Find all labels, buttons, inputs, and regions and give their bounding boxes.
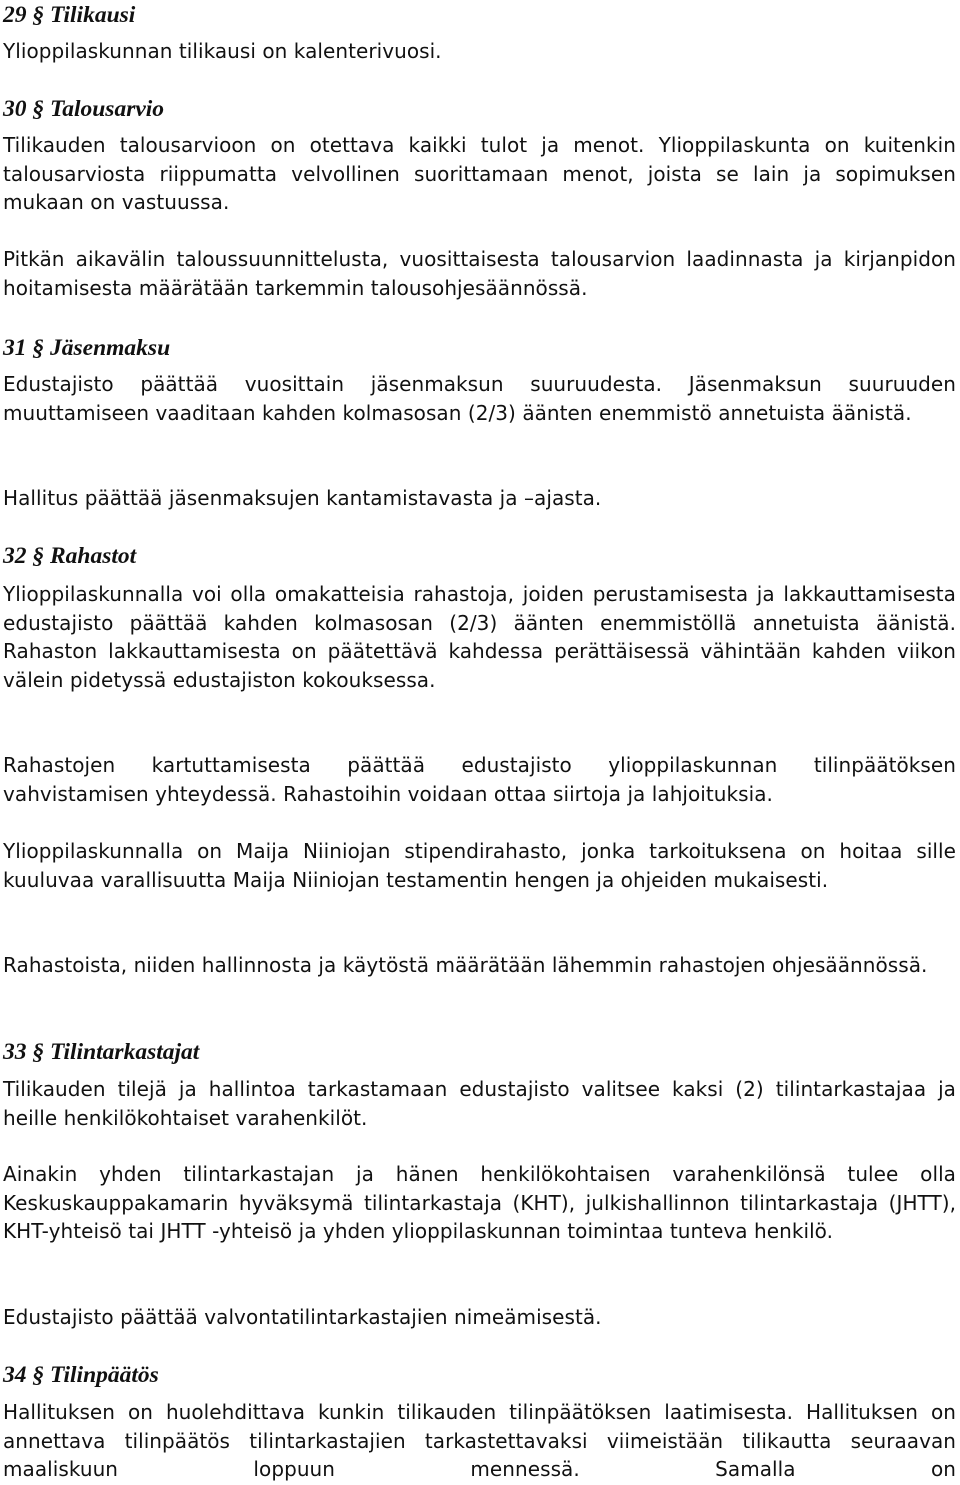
section-30-body-1 xyxy=(3,131,956,217)
paragraph: Ylioppilaskunnan tilikausi on kalenterivuosi. xyxy=(3,39,442,63)
section-30-body-2 xyxy=(3,245,956,302)
section-heading: 31 § Jäsenmaksu xyxy=(3,335,171,361)
section-29-body xyxy=(3,37,956,66)
paragraph: Hallitus päättää jäsenmaksujen kantamistavasta ja –ajasta. xyxy=(3,486,602,510)
section-33 xyxy=(3,1038,956,1066)
section-31 xyxy=(3,334,956,362)
section-31-body-2 xyxy=(3,484,956,513)
section-34-body-1 xyxy=(3,1398,956,1484)
paragraph: Hallituksen on huolehdittava kunkin tilikauden tilinpäätöksen laatimisesta. Hallituksen on annettava tilinpäätös tilintarkastajien tarkastettavaksi viimeistään tilikautta seuraavan maaliskuun loppuun mennessä. Samalla on xyxy=(3,1400,956,1482)
section-heading: 34 § Tilinpäätös xyxy=(3,1362,159,1388)
paragraph: Ylioppilaskunnalla voi olla omakatteisia rahastoja, joiden perustamisesta ja lakkauttamisesta edustajisto päättää kahden kolmasosan (2/3) äänten enemmistöllä annetuista äänistä. Rahaston lakkauttamisesta on päätettävä kahdessa perättäisessä vähintään kahden viikon välein pidetyssä edustajiston kokouksessa. xyxy=(3,582,956,692)
section-33-body-2 xyxy=(3,1160,956,1246)
section-33-body-1 xyxy=(3,1075,956,1132)
section-32-body-4 xyxy=(3,951,956,980)
section-34 xyxy=(3,1361,956,1389)
section-heading: 33 § Tilintarkastajat xyxy=(3,1039,200,1065)
section-32-body-1 xyxy=(3,580,956,694)
paragraph: Edustajisto päättää vuosittain jäsenmaksun suuruudesta. Jäsenmaksun suuruuden muuttamiseen vaaditaan kahden kolmasosan (2/3) äänten enemmistö annetuista äänistä. xyxy=(3,372,956,425)
paragraph: Ainakin yhden tilintarkastajan ja hänen henkilökohtaisen varahenkilönsä tulee olla Keskuskauppakamarin hyväksymä tilintarkastaja (KHT), julkishallinnon tilintarkastaja (JHTT), KHT-yhteisö tai JHTT -yhteisö ja yhden ylioppilaskunnan toimintaa tunteva henkilö. xyxy=(3,1162,956,1244)
paragraph: Rahastojen kartuttamisesta päättää edustajisto ylioppilaskunnan tilinpäätöksen vahvistamisen yhteydessä. Rahastoihin voidaan ottaa siirtoja ja lahjoituksia. xyxy=(3,753,956,806)
section-29 xyxy=(3,1,956,29)
paragraph: Tilikauden talousarvioon on otettava kaikki tulot ja menot. Ylioppilaskunta on kuitenkin talousarviosta riippumatta velvollinen suorittamaan menot, joista se lain ja sopimuksen mukaan on vastuussa. xyxy=(3,133,956,215)
section-heading: 29 § Tilikausi xyxy=(3,2,136,28)
section-32-body-2 xyxy=(3,751,956,808)
section-heading: 32 § Rahastot xyxy=(3,543,137,569)
section-heading: 30 § Talousarvio xyxy=(3,96,165,122)
section-32-body-3 xyxy=(3,837,956,894)
section-33-body-3 xyxy=(3,1303,956,1332)
paragraph: Edustajisto päättää valvontatilintarkastajien nimeämisestä. xyxy=(3,1305,602,1329)
section-30 xyxy=(3,95,956,123)
paragraph: Pitkän aikavälin taloussuunnittelusta, vuosittaisesta talousarvion laadinnasta ja kirjanpidon hoitamisesta määrätään tarkemmin talousohjesäännössä. xyxy=(3,247,956,300)
paragraph: Tilikauden tilejä ja hallintoa tarkastamaan edustajisto valitsee kaksi (2) tilintarkastajaa ja heille henkilökohtaiset varahenkilöt. xyxy=(3,1077,956,1130)
section-31-body-1 xyxy=(3,370,956,427)
paragraph: Rahastoista, niiden hallinnosta ja käytöstä määrätään lähemmin rahastojen ohjesäännössä. xyxy=(3,953,928,977)
section-32 xyxy=(3,542,956,570)
paragraph: Ylioppilaskunnalla on Maija Niiniojan stipendirahasto, jonka tarkoituksena on hoitaa sille kuuluvaa varallisuutta Maija Niiniojan testamentin hengen ja ohjeiden mukaisesti. xyxy=(3,839,956,892)
